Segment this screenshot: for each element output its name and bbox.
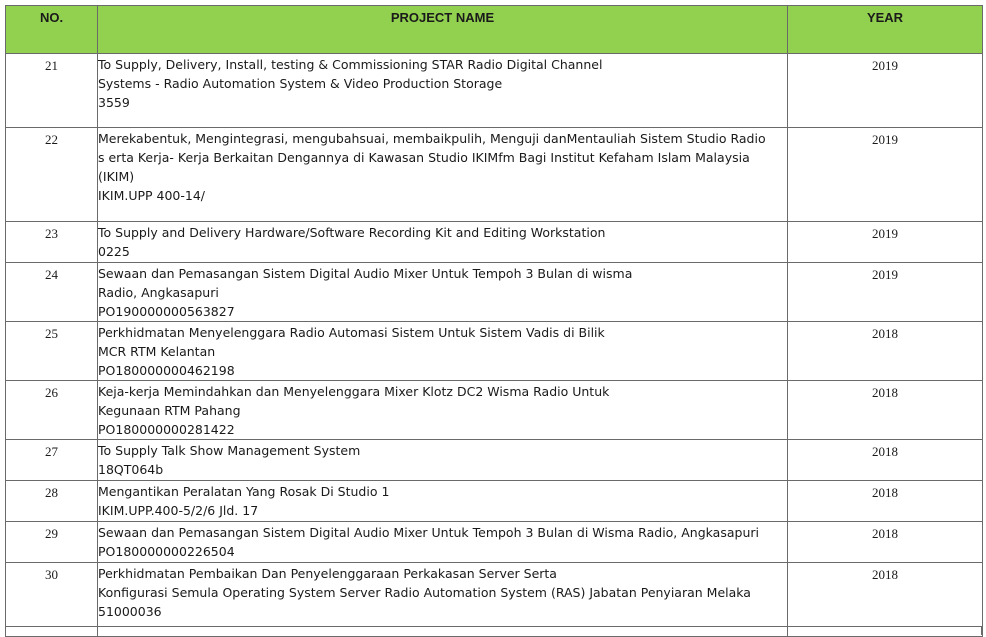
project-year: 2018 <box>788 440 983 481</box>
project-name-cell <box>98 522 788 563</box>
table-row <box>6 381 983 440</box>
project-name-line: 51000036 <box>98 604 162 619</box>
table-body <box>6 54 983 637</box>
project-year: 2019 <box>788 54 983 128</box>
project-name-line: To Supply and Delivery Hardware/Software Recording Kit and Editing Workstation <box>98 225 606 240</box>
project-name-cell <box>98 440 788 481</box>
project-name-line: PO190000000563827 <box>98 304 235 319</box>
row-number: 25 <box>6 322 98 381</box>
project-year: 2018 <box>788 522 983 563</box>
header-project-name: PROJECT NAME <box>98 6 788 54</box>
project-table-container <box>5 5 982 637</box>
project-name-line: Merekabentuk, Mengintegrasi, mengubahsuai, membaikpulih, Menguji danMentauliah Sistem Studio Radio <box>98 131 766 146</box>
project-name-line: Mengantikan Peralatan Yang Rosak Di Studio 1 <box>98 484 390 499</box>
table-row <box>6 263 983 322</box>
project-name-line: Perkhidmatan Pembaikan Dan Penyelenggaraan Perkakasan Server Serta <box>98 566 557 581</box>
project-name-line: MCR RTM Kelantan <box>98 344 216 359</box>
project-name-cell <box>98 481 788 522</box>
table-row <box>6 322 983 381</box>
project-name-line: PO180000000226504 <box>98 544 235 559</box>
project-name-line: Sewaan dan Pemasangan Sistem Digital Audio Mixer Untuk Tempoh 3 Bulan di Wisma Radio, Angkasapuri <box>98 525 759 540</box>
project-name-line: Systems - Radio Automation System & Video Production Storage <box>98 76 503 91</box>
project-year: 2018 <box>788 563 983 637</box>
table-row <box>6 440 983 481</box>
row-number: 22 <box>6 128 98 222</box>
project-name-cell <box>98 381 788 440</box>
project-name-cell <box>98 322 788 381</box>
project-name-line: Keja-kerja Memindahkan dan Menyelenggara Mixer Klotz DC2 Wisma Radio Untuk <box>98 384 610 399</box>
project-name-line: Konfigurasi Semula Operating System Server Radio Automation System (RAS) Jabatan Penyiaran Melaka <box>98 585 751 600</box>
project-name-line: To Supply, Delivery, Install, testing & Commissioning STAR Radio Digital Channel <box>98 57 603 72</box>
row-number: 21 <box>6 54 98 128</box>
row-number: 26 <box>6 381 98 440</box>
project-name-line: PO180000000462198 <box>98 363 235 378</box>
project-name-line: 3559 <box>98 95 130 110</box>
row-number: 30 <box>6 563 98 637</box>
project-name-line: PO180000000281422 <box>98 422 235 437</box>
row-number: 29 <box>6 522 98 563</box>
table-row <box>6 128 983 222</box>
project-name-cell <box>98 54 788 128</box>
project-name-line: To Supply Talk Show Management System <box>98 443 361 458</box>
header-no: NO. <box>6 6 98 54</box>
project-name-line: Radio, Angkasapuri <box>98 285 219 300</box>
project-name-line: 0225 <box>98 244 130 259</box>
project-name-line: s erta Kerja- Kerja Berkaitan Dengannya di Kawasan Studio IKIMfm Bagi Institut Kefaham Islam Malaysia <box>98 150 750 165</box>
header-row <box>6 6 983 54</box>
project-year: 2018 <box>788 481 983 522</box>
project-name-cell <box>98 222 788 263</box>
table-row <box>6 222 983 263</box>
project-year: 2018 <box>788 322 983 381</box>
project-name-line: IKIM.UPP.400-5/2/6 Jld. 17 <box>98 503 259 518</box>
row-number: 24 <box>6 263 98 322</box>
table-row <box>6 481 983 522</box>
project-year: 2019 <box>788 222 983 263</box>
project-name-line: IKIM.UPP 400-14/ <box>98 188 206 203</box>
project-name-line: 18QT064b <box>98 462 164 477</box>
table-row <box>6 54 983 128</box>
row-number: 27 <box>6 440 98 481</box>
row-number: 28 <box>6 481 98 522</box>
project-name-line: Sewaan dan Pemasangan Sistem Digital Audio Mixer Untuk Tempoh 3 Bulan di wisma <box>98 266 633 281</box>
project-name-line: Kegunaan RTM Pahang <box>98 403 241 418</box>
project-table <box>5 5 983 637</box>
project-name-line: Perkhidmatan Menyelenggara Radio Automasi Sistem Untuk Sistem Vadis di Bilik <box>98 325 605 340</box>
project-year: 2018 <box>788 381 983 440</box>
project-name-line: (IKIM) <box>98 169 135 184</box>
project-name-cell <box>98 128 788 222</box>
project-year: 2019 <box>788 128 983 222</box>
table-row <box>6 522 983 563</box>
row-number: 23 <box>6 222 98 263</box>
header-year: YEAR <box>788 6 983 54</box>
project-year: 2019 <box>788 263 983 322</box>
project-name-cell <box>98 263 788 322</box>
